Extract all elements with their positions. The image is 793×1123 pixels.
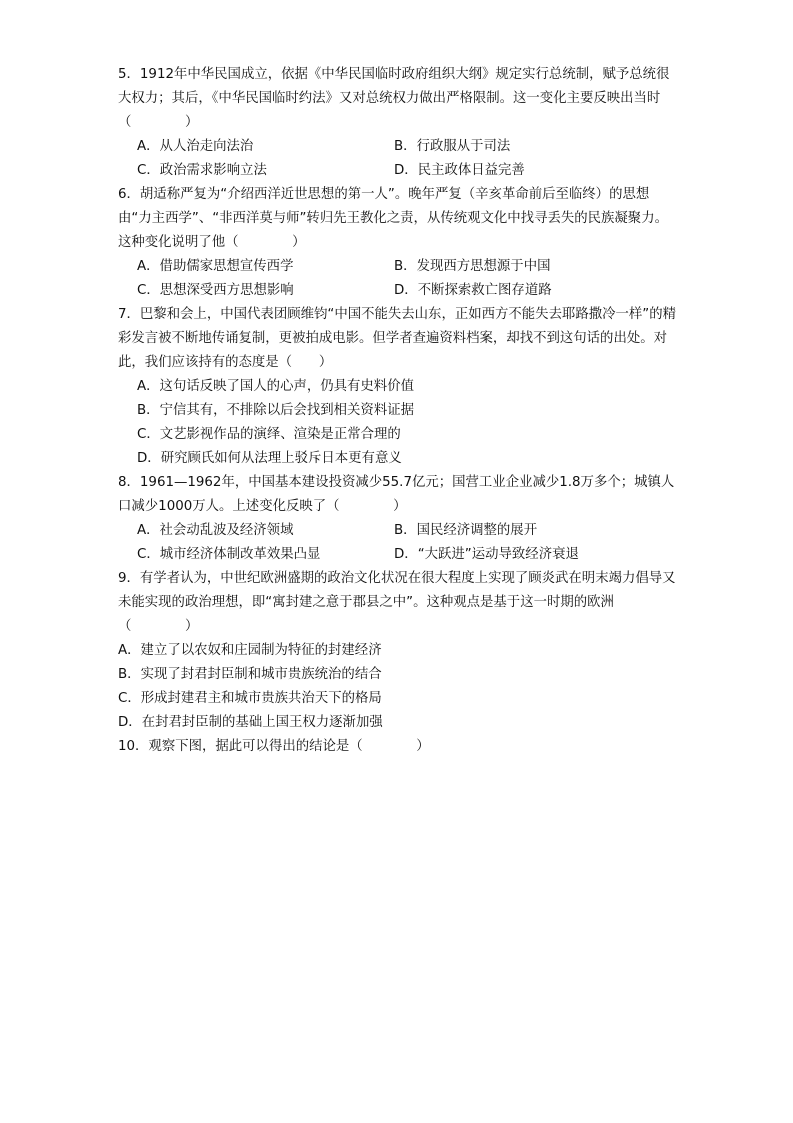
question-5-option-a: A．从人治走向法治	[137, 139, 254, 154]
question-9-option-c: C．形成封建君主和城市贵族共治天下的格局	[118, 691, 382, 706]
question-6-stem: 6．胡适称严复为“介绍西洋近世思想的第一人”。晚年严复（辛亥革命前后至临终）的思想由“力主西学”、“非西洋莫与师”转归先王教化之责，从传统观文化中找寻丢失的民族凝聚力。这种变化说明了他（ ）	[118, 187, 668, 250]
question-5	[118, 63, 678, 183]
question-8-option-c: C．城市经济体制改革效果凸显	[137, 547, 321, 562]
question-6-option-c: C．思想深受西方思想影响	[137, 283, 294, 298]
question-6	[118, 183, 678, 303]
question-8-option-d: D．“大跃进”运动导致经济衰退	[394, 547, 579, 562]
question-7-option-a: A．这句话反映了国人的心声，仍具有史料价值	[137, 379, 414, 394]
question-6-option-b: B．发现西方思想源于中国	[394, 259, 551, 274]
question-7-stem: 7．巴黎和会上，中国代表团顾维钧“中国不能失去山东，正如西方不能失去耶路撒冷一样”的精彩发言被不断地传诵复制，更被拍成电影。但学者查遍资料档案，却找不到这句话的出处。对此，我们应该持有的态度是（ ）	[118, 307, 677, 370]
question-5-stem: 5．1912年中华民国成立，依据《中华民国临时政府组织大纲》规定实行总统制，赋予总统很大权力；其后，《中华民国临时约法》又对总统权力做出严格限制。这一变化主要反映出当时（ ）	[118, 67, 670, 130]
question-10	[118, 735, 678, 759]
question-8-option-a: A．社会动乱波及经济领域	[137, 523, 294, 538]
question-9-option-a: A．建立了以农奴和庄园制为特征的封建经济	[118, 643, 382, 658]
question-7	[118, 303, 678, 471]
question-10-stem: 10．观察下图，据此可以得出的结论是（ ）	[118, 739, 430, 754]
question-6-option-d: D．不断探索救亡图存道路	[394, 283, 552, 298]
question-8-option-b: B．国民经济调整的展开	[394, 523, 538, 538]
question-5-option-d: D．民主政体日益完善	[394, 163, 525, 178]
question-8	[118, 471, 678, 567]
question-7-option-b: B．宁信其有，不排除以后会找到相关资料证据	[137, 403, 414, 418]
question-5-option-b: B．行政服从于司法	[394, 139, 511, 154]
question-9	[118, 567, 678, 735]
question-9-option-b: B．实现了封君封臣制和城市贵族统治的结合	[118, 667, 382, 682]
question-7-option-c: C．文艺影视作品的演绎、渲染是正常合理的	[137, 427, 401, 442]
question-5-option-c: C．政治需求影响立法	[137, 163, 267, 178]
question-list	[118, 63, 678, 759]
question-9-stem: 9．有学者认为，中世纪欧洲盛期的政治文化状况在很大程度上实现了顾炎武在明末竭力倡导又未能实现的政治理想，即“寓封建之意于郡县之中”。这种观点是基于这一时期的欧洲（ ）	[118, 571, 676, 634]
question-6-option-a: A．借助儒家思想宣传西学	[137, 259, 294, 274]
question-7-option-d: D．研究顾氏如何从法理上驳斥日本更有意义	[137, 451, 402, 466]
question-8-stem: 8．1961—1962年，中国基本建设投资减少55.7亿元；国营工业企业减少1.8万多个；城镇人口减少1000万人。上述变化反映了（ ）	[118, 475, 675, 514]
question-9-option-d: D．在封君封臣制的基础上国王权力逐渐加强	[118, 715, 383, 730]
